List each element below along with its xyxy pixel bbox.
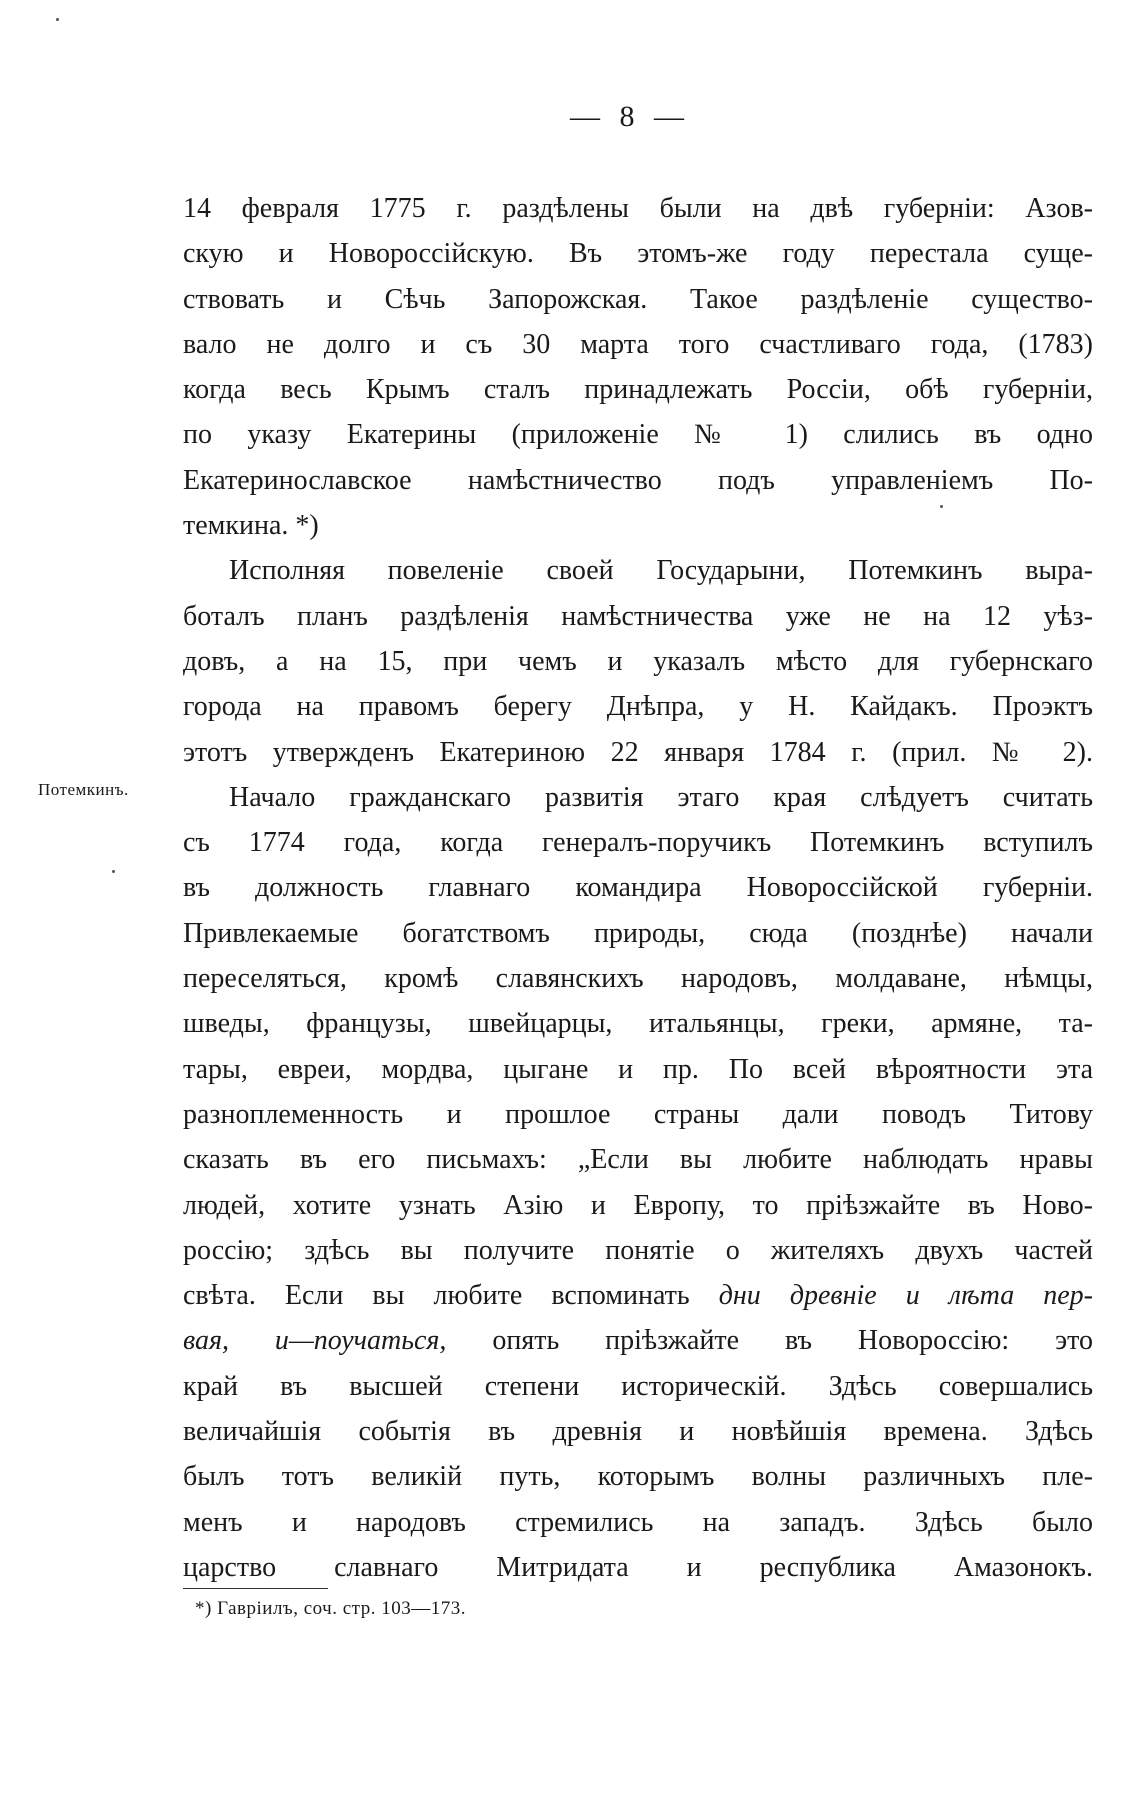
text-line: Исполняя повеленіе своей Государыни, Потемкинъ выра- <box>229 555 1093 587</box>
text-line: въ должность главнаго командира Новороссійской губерніи. <box>183 872 1093 904</box>
italic-quote: вая, и—поучаться, <box>183 1325 447 1357</box>
text-line: тары, евреи, мордва, цыгане и пр. По всей вѣроятности эта <box>183 1053 1093 1085</box>
scan-speck <box>112 870 115 873</box>
text-line: сказать въ его письмахъ: „Если вы любите наблюдать нравы <box>183 1144 1093 1176</box>
text-segment: свѣта. Если вы любите вспоминать <box>183 1280 690 1312</box>
text-line: по указу Екатерины (приложеніе № 1) слились въ одно <box>183 419 1093 451</box>
text-line: города на правомъ берегу Днѣпра, у Н. Кайдакъ. Проэктъ <box>183 691 1093 723</box>
text-line: разноплеменность и прошлое страны дали поводъ Титову <box>183 1098 1093 1130</box>
text-line: темкина. *) <box>183 510 319 542</box>
text-line: этотъ утвержденъ Екатериною 22 января 1784 г. (прил. № 2). <box>183 736 1093 768</box>
body-text <box>183 186 1093 1590</box>
text-line: 14 февраля 1775 г. раздѣлены были на двѣ губерніи: Азов- <box>183 193 1093 224</box>
scan-speck <box>940 505 943 508</box>
text-line: величайшія событія въ древнія и новѣйшія времена. Здѣсь <box>183 1416 1093 1448</box>
text-line: край въ высшей степени историческій. Здѣсь совершались <box>183 1370 1093 1402</box>
text-line: царство славнаго Митридата и республика Амазонокъ. <box>183 1551 1093 1583</box>
text-line: менъ и народовъ стремились на западъ. Здѣсь было <box>183 1506 1093 1538</box>
text-line: боталъ планъ раздѣленія намѣстничества уже не на 12 уѣз- <box>183 600 1093 632</box>
footnote-rule <box>183 1588 328 1589</box>
text-line: довъ, а на 15, при чемъ и указалъ мѣсто для губернскаго <box>183 645 1093 677</box>
text-line: ствовать и Сѣчь Запорожская. Такое раздѣленіе существо- <box>183 283 1093 315</box>
text-line: людей, хотите узнать Азію и Европу, то пріѣзжайте въ Ново- <box>183 1189 1093 1221</box>
text-line: вало не долго и съ 30 марта того счастливаго года, (1783) <box>183 328 1093 360</box>
scan-speck <box>56 18 59 21</box>
text-line: Екатеринославское намѣстничество подъ управленіемъ По- <box>183 464 1093 496</box>
margin-note: Потемкинъ. <box>38 780 129 799</box>
text-line: скую и Новороссійскую. Въ этомъ-же году перестала суще- <box>183 238 1093 270</box>
text-line: былъ тотъ великій путь, которымъ волны различныхъ пле- <box>183 1461 1093 1493</box>
page-number: — 8 — <box>570 100 690 133</box>
footnote: *) Гавріилъ, соч. стр. 103—173. <box>195 1598 466 1619</box>
text-line: съ 1774 года, когда генералъ-поручикъ Потемкинъ вступилъ <box>183 827 1093 859</box>
text-line-mixed <box>183 1273 1093 1318</box>
text-line: Привлекаемые богатствомъ природы, сюда (позднѣе) начали <box>183 917 1093 949</box>
text-line: россію; здѣсь вы получите понятіе о жителяхъ двухъ частей <box>183 1234 1093 1266</box>
text-segment: опять пріѣзжайте въ Новороссію: это <box>492 1325 1094 1357</box>
text-line: когда весь Крымъ сталъ принадлежать Россіи, обѣ губерніи, <box>183 374 1093 406</box>
text-line-mixed <box>183 1318 1093 1363</box>
text-line: Начало гражданскаго развитія этаго края слѣдуетъ считать <box>229 781 1093 813</box>
text-line: шведы, французы, швейцарцы, итальянцы, греки, армяне, та- <box>183 1008 1093 1040</box>
text-line: переселяться, кромѣ славянскихъ народовъ, молдаване, нѣмцы, <box>183 963 1093 995</box>
italic-quote: дни древніе и лѣта пер- <box>718 1280 1093 1312</box>
